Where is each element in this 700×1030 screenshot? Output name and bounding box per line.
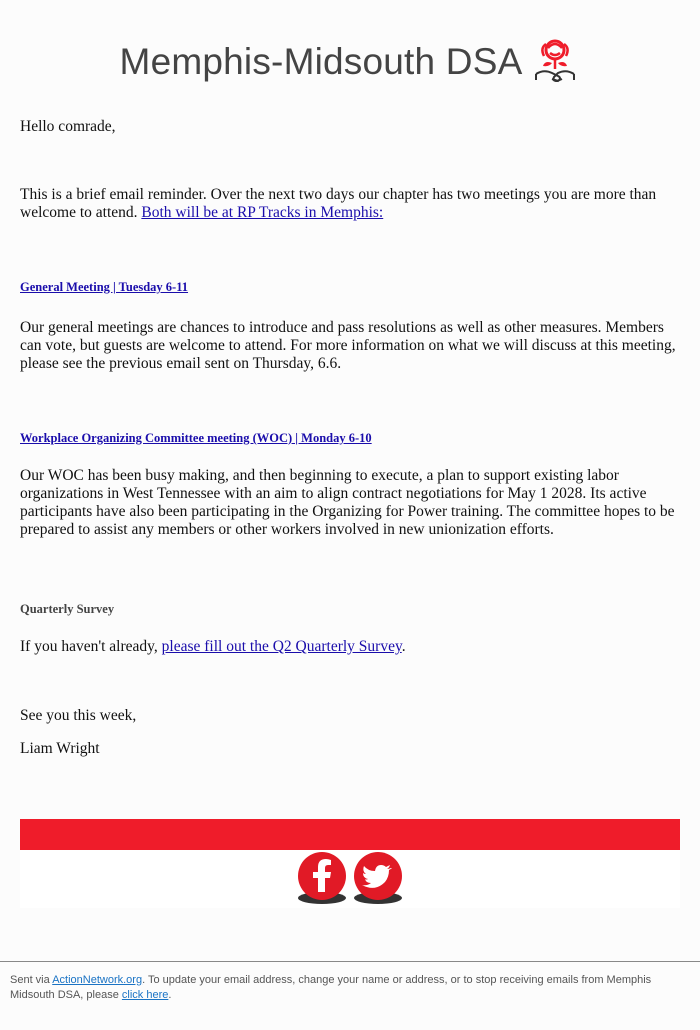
closing: See you this week, (20, 707, 137, 724)
footer-divider (0, 961, 700, 962)
facebook-icon[interactable] (297, 852, 347, 904)
email-header (0, 36, 700, 88)
woc-meeting-heading-link[interactable]: Workplace Organizing Committee meeting (WOC) | Monday 6-10 (20, 431, 372, 445)
woc-meeting-body: Our WOC has been busy making, and then beginning to execute, a plan to support existing labor organizations in West Tennessee with an aim to align contract negotiations for May 1 2028. Its active participants have also been participating in the Organizing for Power training. The committee hopes to be prepared to assist any members or other workers involved in new unionization efforts. (20, 467, 675, 538)
org-title: Memphis-Midsouth DSA (119, 41, 523, 82)
survey-text: If you haven't already, (20, 638, 158, 655)
survey-heading: Quarterly Survey (20, 602, 115, 616)
twitter-icon[interactable] (353, 852, 403, 904)
action-network-link[interactable]: ActionNetwork.org (52, 974, 143, 986)
general-meeting-body: Our general meetings are chances to introduce and pass resolutions as well as other measures. Members can vote, but guests are welcome to attend. For more information on what we will discuss at this meeting, please see the previous email sent on Thursday, 6.6. (20, 319, 676, 372)
footer-banner (20, 819, 680, 850)
greeting: Hello comrade, (20, 118, 116, 135)
rose-handshake-icon (530, 36, 580, 88)
venue-link[interactable]: Both will be at RP Tracks in Memphis: (141, 204, 384, 221)
footer-end: . (168, 988, 172, 1001)
social-links (20, 850, 680, 908)
signature: Liam Wright (20, 740, 100, 757)
survey-paragraph (20, 638, 680, 656)
click-here-link[interactable]: click here (121, 988, 169, 1001)
survey-link[interactable]: please fill out the Q2 Quarterly Survey (161, 638, 402, 655)
intro-paragraph (20, 186, 680, 222)
intro-text: This is a brief email reminder. Over the next two days our chapter has two meetings you are more than welcome to attend. (20, 186, 657, 221)
sent-via-text: Sent via (10, 974, 50, 986)
footer-text (10, 973, 690, 1002)
general-meeting-heading-link[interactable]: General Meeting | Tuesday 6-11 (20, 280, 189, 294)
survey-period: . (401, 638, 406, 655)
unsubscribe-text: . To update your email address, change your name or address, or to stop receiving emails from Memphis Midsouth DSA, please (10, 974, 652, 1001)
